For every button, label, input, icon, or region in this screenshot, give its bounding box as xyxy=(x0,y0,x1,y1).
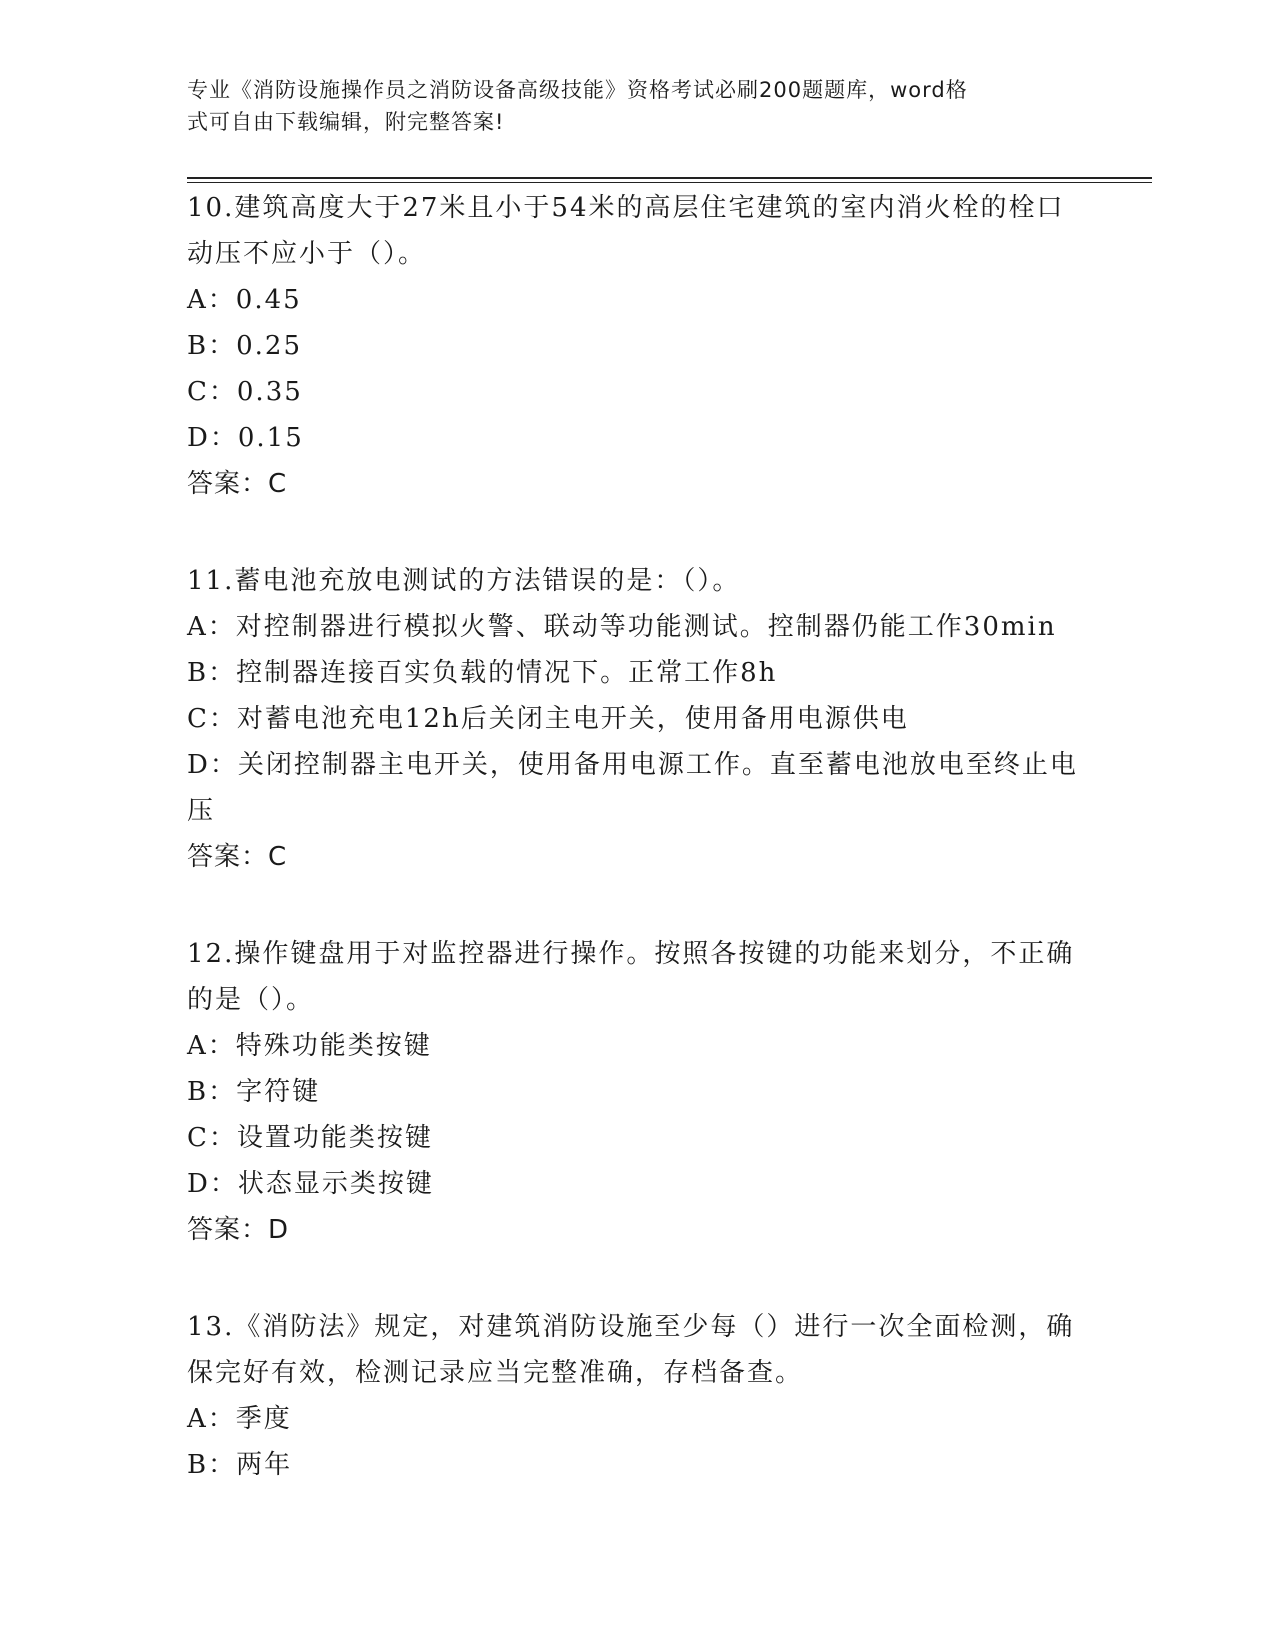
question-11 xyxy=(187,558,1087,880)
option-a: A：季度 xyxy=(187,1404,292,1434)
option-b: B：两年 xyxy=(187,1450,293,1480)
answer-label: 答案：C xyxy=(187,469,288,499)
header-line-2: 式可自由下载编辑，附完整答案! xyxy=(187,110,505,134)
option-a: A：0.45 xyxy=(187,285,302,315)
question-stem: 12.操作键盘用于对监控器进行操作。按照各按键的功能来划分，不正确的是（）。 xyxy=(187,939,1075,1015)
option-b: B：0.25 xyxy=(187,331,302,361)
question-12 xyxy=(187,931,1087,1253)
question-list xyxy=(187,185,1087,1539)
option-c: C：对蓄电池充电12h后关闭主电开关，使用备用电源供电 xyxy=(187,704,909,734)
answer-label: 答案：C xyxy=(187,842,288,872)
answer-label: 答案：D xyxy=(187,1215,290,1245)
option-a: A：对控制器进行模拟火警、联动等功能测试。控制器仍能工作30min xyxy=(187,612,1057,642)
question-13 xyxy=(187,1304,1087,1488)
header-divider-bottom xyxy=(187,182,1152,183)
option-b: B：控制器连接百实负载的情况下。正常工作8h xyxy=(187,658,778,688)
option-d: D：状态显示类按键 xyxy=(187,1169,434,1199)
header-line-1: 专业《消防设施操作员之消防设备高级技能》资格考试必刷200题题库，word格 xyxy=(187,78,968,102)
option-c: C：设置功能类按键 xyxy=(187,1123,433,1153)
option-b: B：字符键 xyxy=(187,1077,321,1107)
question-stem: 13.《消防法》规定，对建筑消防设施至少每（）进行一次全面检测，确保完好有效，检测记录应当完整准确，存档备查。 xyxy=(187,1312,1075,1388)
document-header xyxy=(187,74,1067,138)
option-c: C：0.35 xyxy=(187,377,303,407)
option-d: D：关闭控制器主电开关，使用备用电源工作。直至蓄电池放电至终止电压 xyxy=(187,750,1078,826)
header-divider-top xyxy=(187,177,1152,179)
question-stem: 11.蓄电池充放电测试的方法错误的是：（）。 xyxy=(187,566,741,596)
question-10 xyxy=(187,185,1087,507)
option-d: D：0.15 xyxy=(187,423,304,453)
option-a: A：特殊功能类按键 xyxy=(187,1031,432,1061)
question-stem: 10.建筑高度大于27米且小于54米的高层住宅建筑的室内消火栓的栓口动压不应小于（）。 xyxy=(187,193,1065,269)
